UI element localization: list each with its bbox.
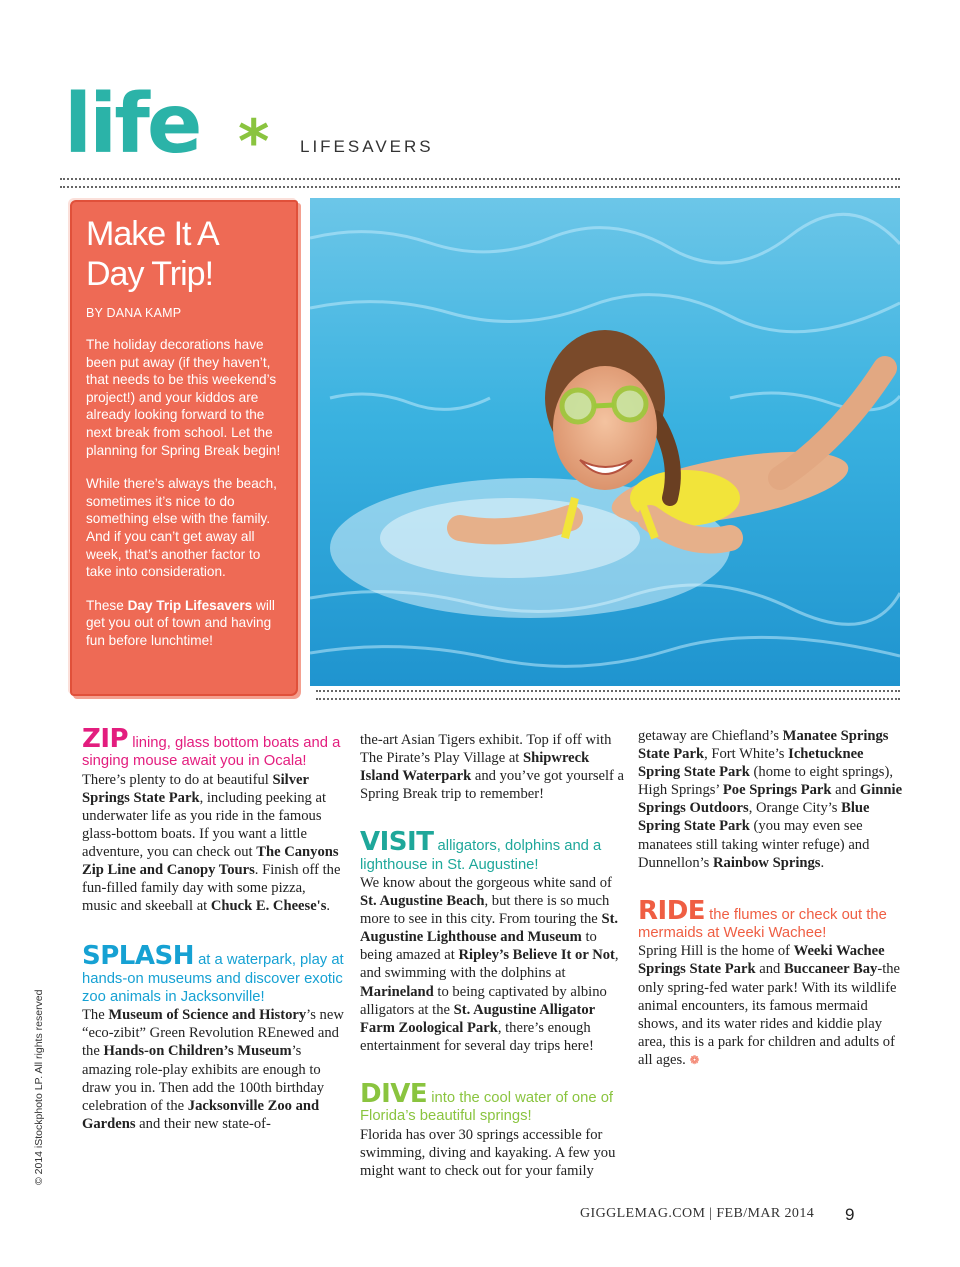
place-name: Jacksonville Zoo and Gardens [82,1097,320,1132]
body-text: and [831,782,860,799]
swimming-girl-photo [310,198,900,686]
place-name: St. Augustine Alligator Farm Zoological Park [360,1001,595,1036]
asterisk-icon: * [238,107,270,177]
place-name: Hands-on Children’s Museum [103,1043,292,1060]
zip-body [82,771,344,916]
zip-heading-text: lining, glass bottom boats and a singing mouse await you in Ocala! [82,735,341,770]
place-name: Museum of Science and History [108,1007,307,1024]
splash-body-part1 [82,1006,344,1133]
body-text: and you’ve got yourself a Spring Break trip to remember! [360,768,625,803]
intro-highlight: Day Trip Lifesavers [127,597,253,613]
column-3 [638,727,904,1085]
place-name: Rainbow Springs [713,854,821,871]
body-text: ’s amazing role-play exhibits are enough to draw you in. Then add the 100th birthday celebration of the [82,1043,325,1114]
body-text: -the only spring-fed water park! With its wildlife animal encounters, its famous mermaid shows, and its water rides and kiddie play area, this is a park for children and adults of all ages. [638,961,901,1068]
splash-section [82,941,344,1133]
ride-body [638,942,904,1069]
body-text: Florida has over 30 springs accessible for swimming, diving and kayaking. A few you might want to check out for your family [360,1126,616,1179]
body-text: We know about the gorgeous white sand of [360,874,612,891]
dotted-divider-mid-1 [316,690,900,692]
body-text: Spring Hill is the home of [638,943,794,960]
ride-section [638,895,904,1069]
body-text: and their new state-of- [135,1115,271,1132]
place-name: St. Augustine Beach [360,893,485,910]
article-title [86,214,282,294]
place-name: St. Augustine Lighthouse and Museum [360,911,619,946]
intro-paragraph-3 [86,597,282,650]
body-text: , Fort White’s [704,746,789,763]
intro-sidebar [70,200,298,696]
dive-body-part2 [638,727,904,872]
place-name: The Canyons Zip Line and Canopy Tours [82,843,339,879]
body-text: , but there is so much more to see in this city. From touring the [360,893,610,928]
body-text: . [820,854,825,871]
body-text: to being captivated by albino alligators at the [360,983,607,1018]
place-name: Blue Spring State Park [638,800,870,835]
end-mark-icon: ❁ [689,1052,700,1067]
place-name: Ginnie Springs Outdoors [638,782,903,817]
intro-text: will get you out of town and having fun before lunchtime! [86,597,275,648]
visit-heading-text: alligators, dolphins and a lighthouse in St. Augustine! [360,838,602,873]
article-title-line2: Day Trip! [86,255,214,293]
dotted-divider-top-2 [60,186,900,188]
place-name: Buccaneer Bay [783,961,878,978]
place-name: Shipwreck Island Waterpark [360,750,590,785]
zip-keyword: ZIP [82,724,129,754]
column-1 [82,724,344,1149]
column-2 [360,731,626,1196]
body-text: ’s new “eco-zibit” Green Revolution REnewed and the [82,1007,344,1060]
dotted-divider-top-1 [60,178,900,180]
photo-copyright: © 2014 iStockphoto LP. All rights reserved [33,989,45,1185]
place-name: Weeki Wachee Springs State Park [638,943,885,978]
zip-heading [82,724,344,771]
intro-paragraph-2: While there’s always the beach, sometimes it’s nice to do something else with the family. And if you can’t get away all week, that’s another factor to take into consideration. [86,476,277,580]
body-text: (you may even see manatees still taking winter refuge) and Dunnellon’s [638,818,870,871]
body-text: (home to eight springs), High Springs’ [638,764,893,799]
place-name: Manatee Springs State Park [638,728,889,763]
body-text: , and swimming with the dolphins at [360,947,619,982]
visit-heading [360,827,626,874]
body-text: and [755,961,784,978]
body-text: , there’s enough entertainment for several day trips here! [360,1019,594,1054]
ride-heading-text: the flumes or check out the mermaids at Weeki Wachee! [638,906,887,942]
place-name: Ripley’s Believe It or Not [458,947,615,964]
splash-keyword: SPLASH [82,941,194,972]
dotted-divider-mid-2 [316,698,900,700]
body-text: getaway are Chiefland’s [638,728,783,744]
dive-heading [360,1078,626,1126]
body-text: The [82,1007,109,1024]
subsection-title: LIFESAVERS [300,137,434,156]
intro-paragraph-1: The holiday decorations have been put away (if they haven’t, that needs to be this weekend’s project!) and your kiddos are already looking forward to the next break from school. Let the planning for Spring Break begin! [86,337,281,458]
ride-heading [638,895,904,943]
place-name: Poe Springs Park [722,782,832,799]
intro-text: These [86,597,128,613]
dive-section [360,1078,626,1180]
body-text: There’s plenty to do at beautiful [82,771,273,788]
place-name: Silver Springs State Park [82,771,309,806]
dive-continued [638,727,904,872]
splash-heading-text: at a waterpark, play at hands-on museums and discover exotic zoo animals in Jacksonville! [82,952,344,1005]
dive-keyword: DIVE [360,1078,428,1109]
place-name: Chuck E. Cheese's [210,898,327,915]
splash-heading [82,941,344,1006]
visit-section [360,827,626,1055]
article-title-line1: Make It A [86,215,219,253]
page-number: 9 [845,1205,855,1224]
dive-body-part1 [360,1126,626,1180]
body-text: the-art Asian Tigers exhibit. Top if off with The Pirate’s Play Village at [360,732,612,767]
visit-keyword: VISIT [360,827,434,858]
body-text: . [326,898,331,915]
section-title: life [64,77,200,172]
visit-body [360,874,626,1055]
body-text: , including peeking at underwater life as you ride in the famous glass-bottom boats. If you want a little adventure, you can check out [82,789,327,860]
splash-continued [360,731,626,803]
splash-body-part2 [360,731,626,803]
place-name: Ichetucknee Spring State Park [638,746,864,781]
ride-keyword: RIDE [638,895,706,926]
byline: BY DANA KAMP [86,306,182,320]
zip-section [82,724,344,915]
body-text: to being amazed at [360,929,597,964]
place-name: Marineland [360,983,434,1000]
body-text: , Orange City’s [748,800,842,817]
footer-site: GIGGLEMAG.COM | FEB/MAR 2014 [580,1206,815,1221]
body-text: . Finish off the fun-filled family day with some pizza, music and skeeball at [82,862,341,915]
dive-heading-text: into the cool water of one of Florida’s beautiful springs! [360,1089,614,1125]
